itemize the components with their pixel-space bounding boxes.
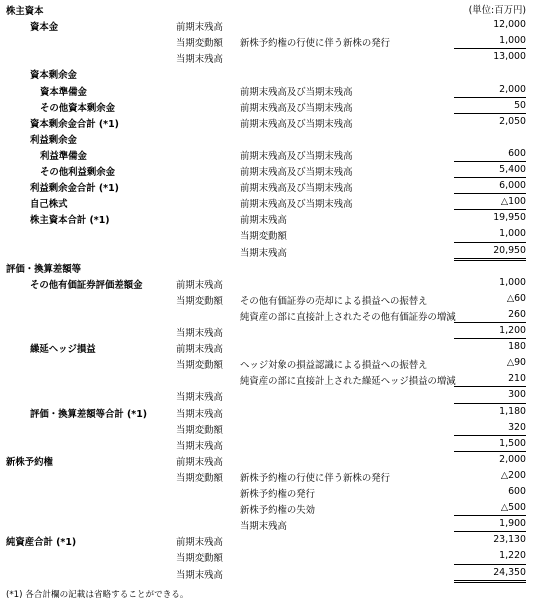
row-description: 新株予約権の失効	[240, 505, 316, 517]
statement-row	[0, 49, 550, 67]
row-description: 前期末残高及び当期末残高	[240, 86, 353, 98]
row-period: 前期末残高	[176, 456, 223, 468]
row-label: 利益剰余金合計 (*1)	[30, 183, 119, 195]
row-label: 利益準備金	[40, 150, 87, 162]
row-amount: 50	[514, 99, 526, 111]
statement-row	[0, 468, 550, 486]
row-amount: 1,000	[499, 276, 526, 288]
statement-row	[0, 532, 550, 550]
row-description: 前期末残高及び当期末残高	[240, 150, 353, 162]
row-period: 当期変動額	[176, 360, 223, 372]
unit-label: (単位:百万円)	[468, 5, 526, 16]
row-amount: 12,000	[493, 19, 526, 31]
row-description: その他有価証券の売却による損益への振替え	[240, 295, 428, 307]
row-period: 当期末残高	[176, 328, 223, 339]
row-description: 当期末残高	[240, 521, 287, 533]
row-amount: 2,050	[499, 115, 526, 127]
row-label: 新株予約権	[6, 456, 53, 468]
row-description: 新株予約権の発行	[240, 489, 316, 500]
row-amount: 1,200	[499, 325, 526, 336]
row-amount: 320	[508, 421, 526, 433]
row-description: 前期末残高	[240, 215, 287, 227]
row-amount: 5,400	[499, 164, 526, 175]
row-label: その他有価証券評価差額金	[30, 279, 143, 291]
row-amount: 600	[508, 486, 526, 497]
row-amount: △200	[500, 469, 526, 481]
row-amount: 260	[508, 308, 526, 320]
row-period: 前期末残高	[176, 344, 223, 356]
statement-row	[0, 17, 550, 35]
row-amount: 1,000	[499, 228, 526, 240]
row-label: 資本準備金	[40, 86, 87, 98]
statement-row	[0, 452, 550, 470]
row-period: 当期変動額	[176, 553, 223, 565]
row-description: 前期末残高及び当期末残高	[240, 102, 353, 114]
statement-row	[0, 114, 550, 132]
row-description: 新株予約権の行使に伴う新株の発行	[240, 38, 391, 50]
statement-row	[0, 355, 550, 373]
statement-row	[0, 259, 550, 277]
row-amount: 13,000	[493, 51, 526, 63]
statement-row	[0, 130, 550, 148]
statement-row	[0, 275, 550, 293]
row-description: ヘッジ対象の損益認識による損益への振替え	[240, 360, 428, 372]
row-period: 当期末残高	[176, 408, 223, 420]
row-amount: 2,000	[499, 453, 526, 465]
row-amount: 1,900	[499, 518, 526, 530]
row-label: 評価・換算差額等	[6, 263, 82, 275]
statement-row	[0, 404, 550, 422]
row-label: 評価・換算差額等合計 (*1)	[30, 408, 148, 420]
row-label: その他資本剰余金	[40, 102, 116, 114]
row-amount: 2,000	[499, 83, 526, 95]
row-period: 前期末残高	[176, 22, 223, 34]
row-amount: 20,950	[493, 244, 526, 256]
row-amount: 1,180	[499, 405, 526, 417]
row-description: 純資産の部に直接計上された繰延ヘッジ損益の増減	[240, 376, 456, 388]
row-label: 資本剰余金	[30, 70, 77, 82]
row-period: 当期末残高	[176, 569, 223, 581]
row-label: その他利益剰余金	[40, 167, 116, 178]
statement-row	[0, 1, 550, 19]
row-period: 当期変動額	[176, 472, 223, 484]
row-amount: △60	[506, 292, 526, 304]
footnote: (*1) 各合計欄の記載は省略することができる。	[6, 590, 189, 600]
row-period: 前期末残高	[176, 279, 223, 291]
row-description: 当期変動額	[240, 231, 287, 243]
row-amount: 6,000	[499, 180, 526, 192]
double-underline	[454, 580, 526, 583]
row-amount: 1,000	[499, 35, 526, 47]
row-amount: 19,950	[493, 212, 526, 224]
row-amount: △100	[500, 196, 526, 208]
row-amount: 300	[508, 389, 526, 401]
row-description: 前期末残高及び当期末残高	[240, 167, 353, 178]
row-period: 当期末残高	[176, 440, 223, 452]
statement-row	[0, 291, 550, 309]
statement-row	[0, 65, 550, 83]
statement-row	[0, 339, 550, 357]
row-period: 当期変動額	[176, 295, 223, 307]
row-description: 前期末残高及び当期末残高	[240, 183, 353, 195]
row-description: 新株予約権の行使に伴う新株の発行	[240, 472, 391, 484]
row-description: 前期末残高及び当期末残高	[240, 118, 353, 130]
row-label: 資本剰余金合計 (*1)	[30, 118, 119, 130]
statement-row	[0, 210, 550, 228]
statement-row	[0, 484, 550, 502]
row-amount: △90	[506, 357, 526, 369]
row-amount: 600	[508, 147, 526, 159]
row-description: 当期末残高	[240, 247, 287, 259]
row-amount: 210	[508, 373, 526, 385]
row-amount: 1,220	[499, 550, 526, 562]
row-label: 株主資本合計 (*1)	[30, 215, 110, 227]
row-label: 株主資本	[6, 6, 44, 17]
row-description: 純資産の部に直接計上されたその他有価証券の増減	[240, 311, 456, 323]
row-label: 資本金	[30, 22, 59, 34]
row-amount: 180	[508, 341, 526, 353]
row-label: 自己株式	[30, 199, 68, 211]
row-label: 純資産合計 (*1)	[6, 537, 77, 549]
row-amount: △500	[500, 502, 526, 514]
row-period: 当期末残高	[176, 54, 223, 66]
row-period: 前期末残高	[176, 537, 223, 549]
row-amount: 23,130	[493, 534, 526, 546]
row-period: 当期変動額	[176, 38, 223, 50]
row-period: 当期変動額	[176, 424, 223, 436]
row-amount: 24,350	[493, 566, 526, 578]
row-amount: 1,500	[499, 437, 526, 449]
row-period: 当期末残高	[176, 392, 223, 404]
row-description: 前期末残高及び当期末残高	[240, 199, 353, 211]
row-label: 利益剰余金	[30, 134, 77, 146]
row-label: 繰延ヘッジ損益	[30, 344, 96, 356]
